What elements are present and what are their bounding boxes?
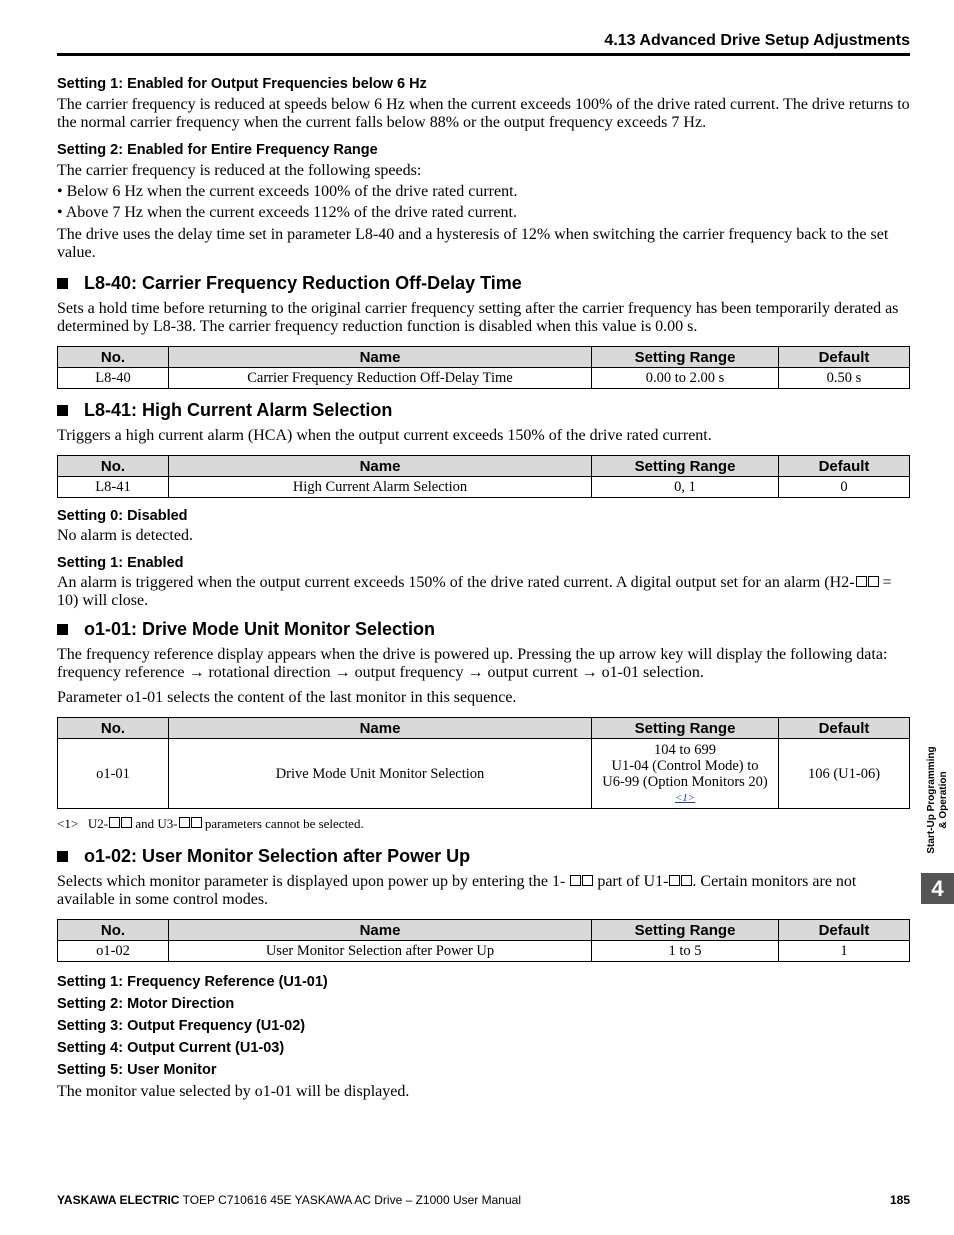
placeholder-box-icon [582,875,593,886]
section-heading-l840 [57,272,910,294]
footnote [57,816,910,832]
chapter-side-tab [921,735,954,865]
footer-doc: TOEP C710616 45E YASKAWA AC Drive – Z1000 User Manual [179,1193,521,1207]
col-header-range: Setting Range [592,920,779,941]
o102-setting-2: Setting 2: Motor Direction [57,996,235,1012]
cell-name: Carrier Frequency Reduction Off-Delay Time [169,368,592,389]
placeholder-box-icon [669,875,680,886]
setting0-title: Setting 0: Disabled [57,508,188,524]
o101-description: The frequency reference display appears when the drive is powered up. Pressing the up arrow key will display the following data: frequency reference → rotational direction → output frequency → output current → o1-01 selection. [57,646,888,681]
l841-description: Triggers a high current alarm (HCA) when the output current exceeds 150% of the drive rated current. [57,427,712,444]
col-header-default: Default [779,920,910,941]
setting1-title: Setting 1: Enabled for Output Frequencies below 6 Hz [57,76,427,92]
setting2-title: Setting 2: Enabled for Entire Frequency Range [57,142,378,158]
col-header-name: Name [169,456,592,477]
col-header-range: Setting Range [592,718,779,739]
section-title: o1-02: User Monitor Selection after Power Up [84,846,471,866]
setting1-enabled-text [57,574,910,610]
o102-setting-1: Setting 1: Frequency Reference (U1-01) [57,974,328,990]
o101-description-2: Parameter o1-01 selects the content of the last monitor in this sequence. [57,689,517,706]
text-part: and U3- [132,816,178,831]
cell-default: 1 [779,941,910,962]
o102-final-text: The monitor value selected by o1-01 will be displayed. [57,1083,410,1100]
cell-default: 0 [779,477,910,498]
setting2-intro: The carrier frequency is reduced at the following speeds: [57,162,422,179]
text-part: = 10) will close. [57,574,892,609]
cell-name: User Monitor Selection after Power Up [169,941,592,962]
footer-doc-info [57,1193,521,1207]
footer-brand: YASKAWA ELECTRIC [57,1193,180,1207]
col-header-no: No. [58,456,169,477]
placeholder-box-icon [121,817,132,828]
o102-setting-4: Setting 4: Output Current (U1-03) [57,1040,285,1056]
square-bullet-icon [57,851,68,862]
setting1-enabled-title: Setting 1: Enabled [57,555,184,571]
table-row [58,739,910,809]
text-part: parameters cannot be selected. [201,816,364,831]
side-tab-line: Start-Up Programming [925,746,937,854]
col-header-default: Default [779,347,910,368]
col-header-range: Setting Range [592,456,779,477]
range-line: 104 to 699 [653,741,717,758]
cell-default: 106 (U1-06) [779,739,910,809]
square-bullet-icon [57,278,68,289]
page-header-title: 4.13 Advanced Drive Setup Adjustments [604,32,910,49]
table-row [58,941,910,962]
col-header-default: Default [779,718,910,739]
table-header-row [58,920,910,941]
text-part: U2- [87,816,109,831]
section-title: o1-01: Drive Mode Unit Monitor Selection [84,619,436,639]
range-line: U6-99 (Option Monitors 20) [602,773,768,790]
page-content [57,74,910,1101]
square-bullet-icon [57,405,68,416]
o102-setting-3: Setting 3: Output Frequency (U1-02) [57,1018,306,1034]
placeholder-box-icon [570,875,581,886]
cell-range [592,739,779,809]
text-part: Selects which monitor parameter is displayed upon power up by entering the 1- [57,873,570,890]
table-header-row [58,347,910,368]
section-heading-l841 [57,399,910,421]
col-header-range: Setting Range [592,347,779,368]
col-header-name: Name [169,920,592,941]
side-tab-label [921,735,954,865]
section-title: L8-40: Carrier Frequency Reduction Off-Delay Time [84,273,522,293]
l840-table [57,346,910,389]
o102-description [57,873,910,909]
l840-description: Sets a hold time before returning to the original carrier frequency setting after the carrier frequency has been temporarily derated as determined by L8-38. The carrier frequency reduction function is disabled when this value is 0.00 s. [57,300,899,335]
col-header-no: No. [58,920,169,941]
section-heading-o102 [57,845,910,867]
cell-no: L8-41 [58,477,169,498]
table-header-row [58,718,910,739]
table-row [58,368,910,389]
page-number: 185 [889,1193,910,1207]
cell-no: o1-01 [58,739,169,809]
o102-table [57,919,910,962]
side-tab-line: & Operation [937,771,949,829]
placeholder-box-icon [681,875,692,886]
range-line: U1-04 (Control Mode) to [611,757,759,774]
cell-range: 0, 1 [592,477,779,498]
l841-table [57,455,910,498]
setting2-text: The drive uses the delay time set in parameter L8-40 and a hysteresis of 12% when switching the carrier frequency back to the set value. [57,226,889,261]
o102-setting-5: Setting 5: User Monitor [57,1062,217,1078]
table-row [58,477,910,498]
placeholder-box-icon [191,817,202,828]
col-header-name: Name [169,347,592,368]
cell-name: High Current Alarm Selection [169,477,592,498]
bullet-item: • Below 6 Hz when the current exceeds 100% of the drive rated current. [57,183,518,200]
setting1-text: The carrier frequency is reduced at speeds below 6 Hz when the current exceeds 100% of the drive rated current. The drive returns to the normal carrier frequency when the current falls below 88% or the output frequency exceeds 7 Hz. [57,96,910,131]
cell-default: 0.50 s [779,368,910,389]
placeholder-box-icon [179,817,190,828]
col-header-no: No. [58,347,169,368]
text-part: . Certain monitors are not available in some control modes. [57,873,857,908]
text-part: part of U1- [593,873,669,890]
text-part: An alarm is triggered when the output current exceeds 150% of the drive rated current. A digital output set for an alarm (H2- [57,574,855,591]
cell-no: o1-02 [58,941,169,962]
square-bullet-icon [57,624,68,635]
o101-table [57,717,910,809]
table-header-row [58,456,910,477]
placeholder-box-icon [856,576,867,587]
col-header-no: No. [58,718,169,739]
bullet-item: • Above 7 Hz when the current exceeds 112% of the drive rated current. [57,204,517,221]
footnote-marker: <1> [57,816,79,831]
page-footer [57,1193,910,1207]
section-title: L8-41: High Current Alarm Selection [84,400,393,420]
cell-range: 1 to 5 [592,941,779,962]
placeholder-box-icon [109,817,120,828]
chapter-number-badge: 4 [921,873,954,904]
cell-range: 0.00 to 2.00 s [592,368,779,389]
col-header-default: Default [779,456,910,477]
cell-no: L8-40 [58,368,169,389]
header-rule [57,53,910,56]
section-heading-o101 [57,618,910,640]
footnote-ref-link[interactable]: <1> [674,791,696,804]
setting0-text: No alarm is detected. [57,527,193,544]
placeholder-box-icon [868,576,879,587]
cell-name: Drive Mode Unit Monitor Selection [169,739,592,809]
col-header-name: Name [169,718,592,739]
